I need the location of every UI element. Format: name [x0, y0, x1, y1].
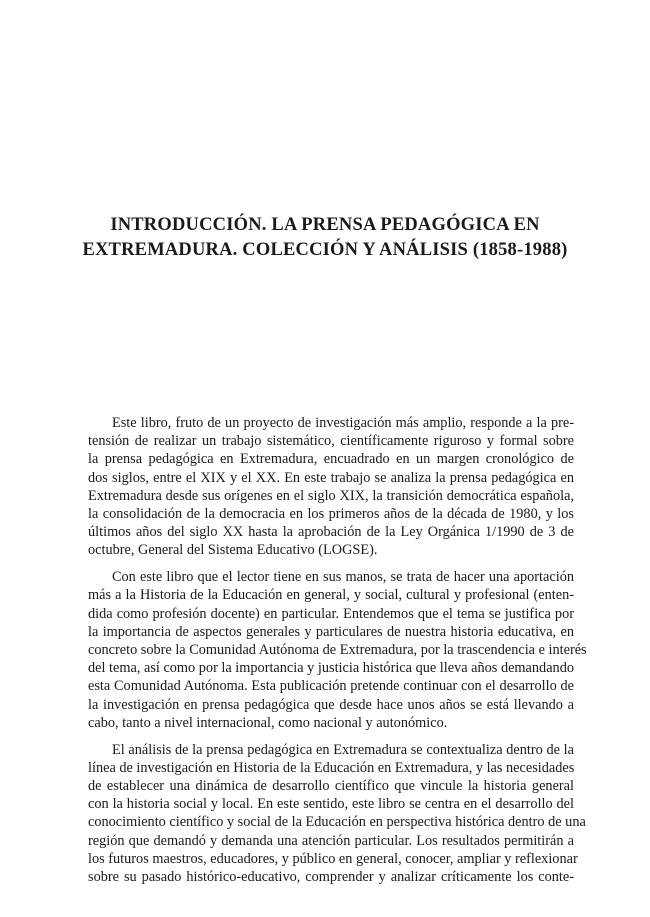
text-line: dos siglos, entre el XIX y el XX. En este trabajo se analiza la prensa pedagógica en [88, 469, 574, 486]
text-line: últimos años del siglo XX hasta la aprobación de la Ley Orgánica 1/1990 de 3 de [88, 524, 574, 541]
text-line: Con este libro que el lector tiene en sus manos, se trata de hacer una aportación [112, 569, 574, 586]
text-line: Este libro, fruto de un proyecto de investigación más amplio, responde a la pre- [112, 415, 574, 431]
text-line: de establecer una dinámica de desarrollo científico que vincule la historia general [88, 778, 574, 795]
chapter-title [40, 213, 610, 263]
text-line: dida como profesión docente) en particular. Entendemos que el tema se justifica por [88, 605, 574, 622]
text-line: los futuros maestros, educadores, y público en general, conocer, ampliar y reflexionar [88, 850, 578, 867]
text-line: la investigación en prensa pedagógica que desde hace unos años se está llevando a [88, 696, 574, 713]
text-line: más a la Historia de la Educación en general, y social, cultural y profesional (enten- [88, 587, 574, 604]
text-line: la prensa pedagógica en Extremadura, encuadrado en un margen cronológico de [88, 451, 574, 468]
text-line: región que demandó y demanda una atención particular. Los resultados permitirán a [88, 832, 574, 849]
text-line: Extremadura desde sus orígenes en el siglo XIX, la transición democrática española, [88, 487, 574, 504]
paragraph [88, 414, 574, 560]
text-line: línea de investigación en Historia de la Educación en Extremadura, y las necesidades [88, 759, 575, 776]
chapter-title-line: EXTREMADURA. COLECCIÓN Y ANÁLISIS (1858-1988) [82, 240, 568, 260]
text-line: tensión de realizar un trabajo sistemático, científicamente riguroso y formal sobre [88, 433, 574, 450]
paragraph [88, 741, 586, 887]
text-line: octubre, General del Sistema Educativo (LOGSE). [88, 542, 378, 559]
chapter-title-line: INTRODUCCIÓN. LA PRENSA PEDAGÓGICA EN [110, 215, 540, 235]
text-line: esta Comunidad Autónoma. Esta publicación pretende continuar con el desarrollo de [88, 678, 574, 695]
paragraph [88, 568, 587, 732]
text-line: concreto sobre la Comunidad Autónoma de Extremadura, por la trascendencia e interés [88, 642, 587, 659]
text-line: la importancia de aspectos generales y particulares de nuestra historia educativa, en [88, 623, 574, 640]
text-line: con la historia social y local. En este sentido, este libro se centra en el desarrollo del [88, 796, 574, 813]
text-line: cabo, tanto a nivel internacional, como nacional y autonómico. [88, 714, 448, 731]
body-text [88, 414, 587, 895]
text-line: conocimiento científico y social de la Educación en perspectiva histórica dentro de una [88, 814, 586, 831]
text-line: El análisis de la prensa pedagógica en Extremadura se contextualiza dentro de la [112, 741, 574, 758]
text-line: del tema, así como por la importancia y justicia histórica que lleva años demandando [88, 660, 574, 677]
text-line: la consolidación de la democracia en los primeros años de la década de 1980, y los [88, 506, 574, 523]
text-line: sobre su pasado histórico-educativo, comprender y analizar críticamente los conte- [88, 869, 574, 886]
